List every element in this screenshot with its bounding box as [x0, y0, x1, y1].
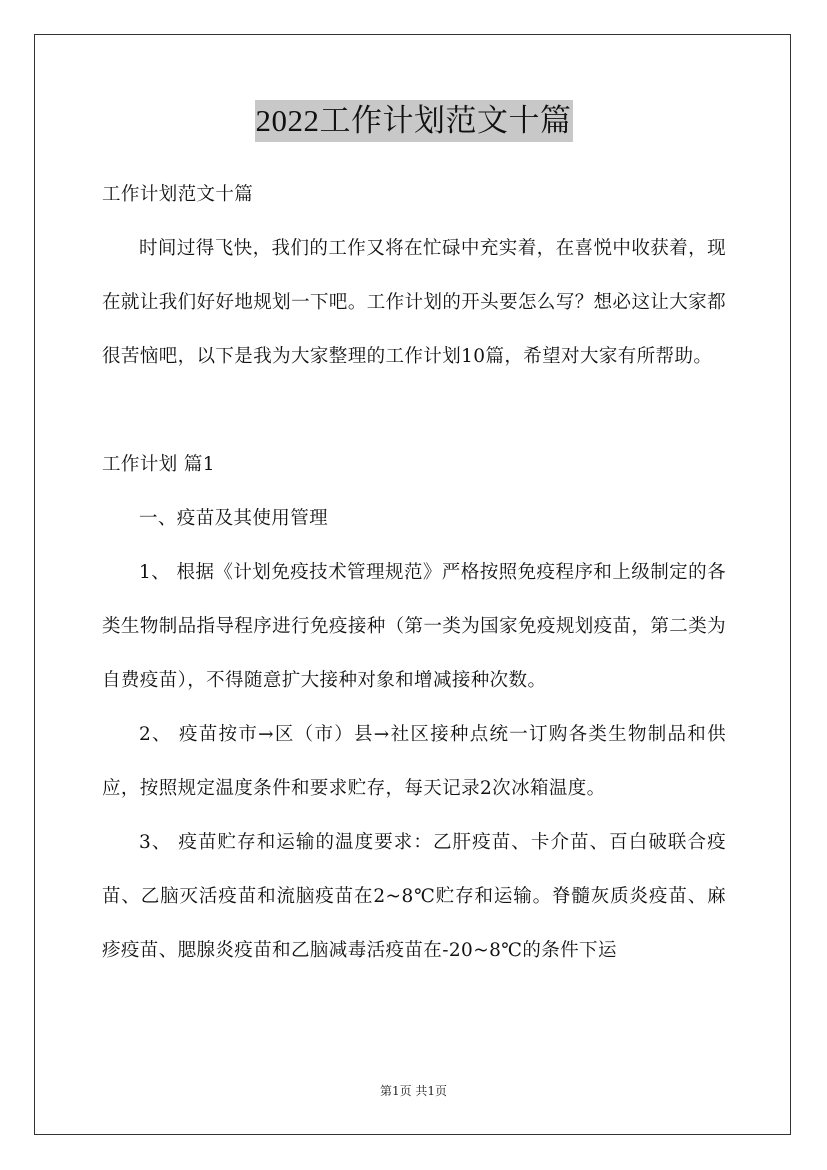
list-item: 2、 疫苗按市→区（市）县→社区接种点统一订购各类生物制品和供应，按照规定温度条件和要求贮存，每天记录2次冰箱温度。 [102, 724, 726, 799]
page-number: 第1页 共1页 [379, 1084, 448, 1098]
document-body [102, 168, 726, 978]
list-item: 1、 根据《计划免疫技术管理规范》严格按照免疫程序和上级制定的各类生物制品指导程序进行免疫接种（第一类为国家免疫规划疫苗，第二类为自费疫苗），不得随意扩大接种对象和增减接种次数。 [102, 562, 726, 691]
title-container [0, 100, 827, 142]
subsection-heading: 一、疫苗及其使用管理 [139, 508, 329, 529]
page-footer [0, 1083, 827, 1099]
section-heading: 工作计划 篇1 [102, 454, 215, 475]
intro-paragraph: 时间过得飞快，我们的工作又将在忙碌中充实着，在喜悦中收获着，现在就让我们好好地规划一下吧。工作计划的开头要怎么写？想必这让大家都很苦恼吧，以下是我为大家整理的工作计划10篇，希望对大家有所帮助。 [102, 238, 726, 367]
document-subtitle: 工作计划范文十篇 [102, 184, 254, 205]
list-item: 3、 疫苗贮存和运输的温度要求：乙肝疫苗、卡介苗、百白破联合疫苗、乙脑灭活疫苗和流脑疫苗在2~8℃贮存和运输。脊髓灰质炎疫苗、麻疹疫苗、腮腺炎疫苗和乙脑减毒活疫苗在-20~8℃的条件下运 [102, 832, 726, 961]
document-title: 2022工作计划范文十篇 [255, 100, 573, 142]
section-spacer [102, 384, 726, 438]
